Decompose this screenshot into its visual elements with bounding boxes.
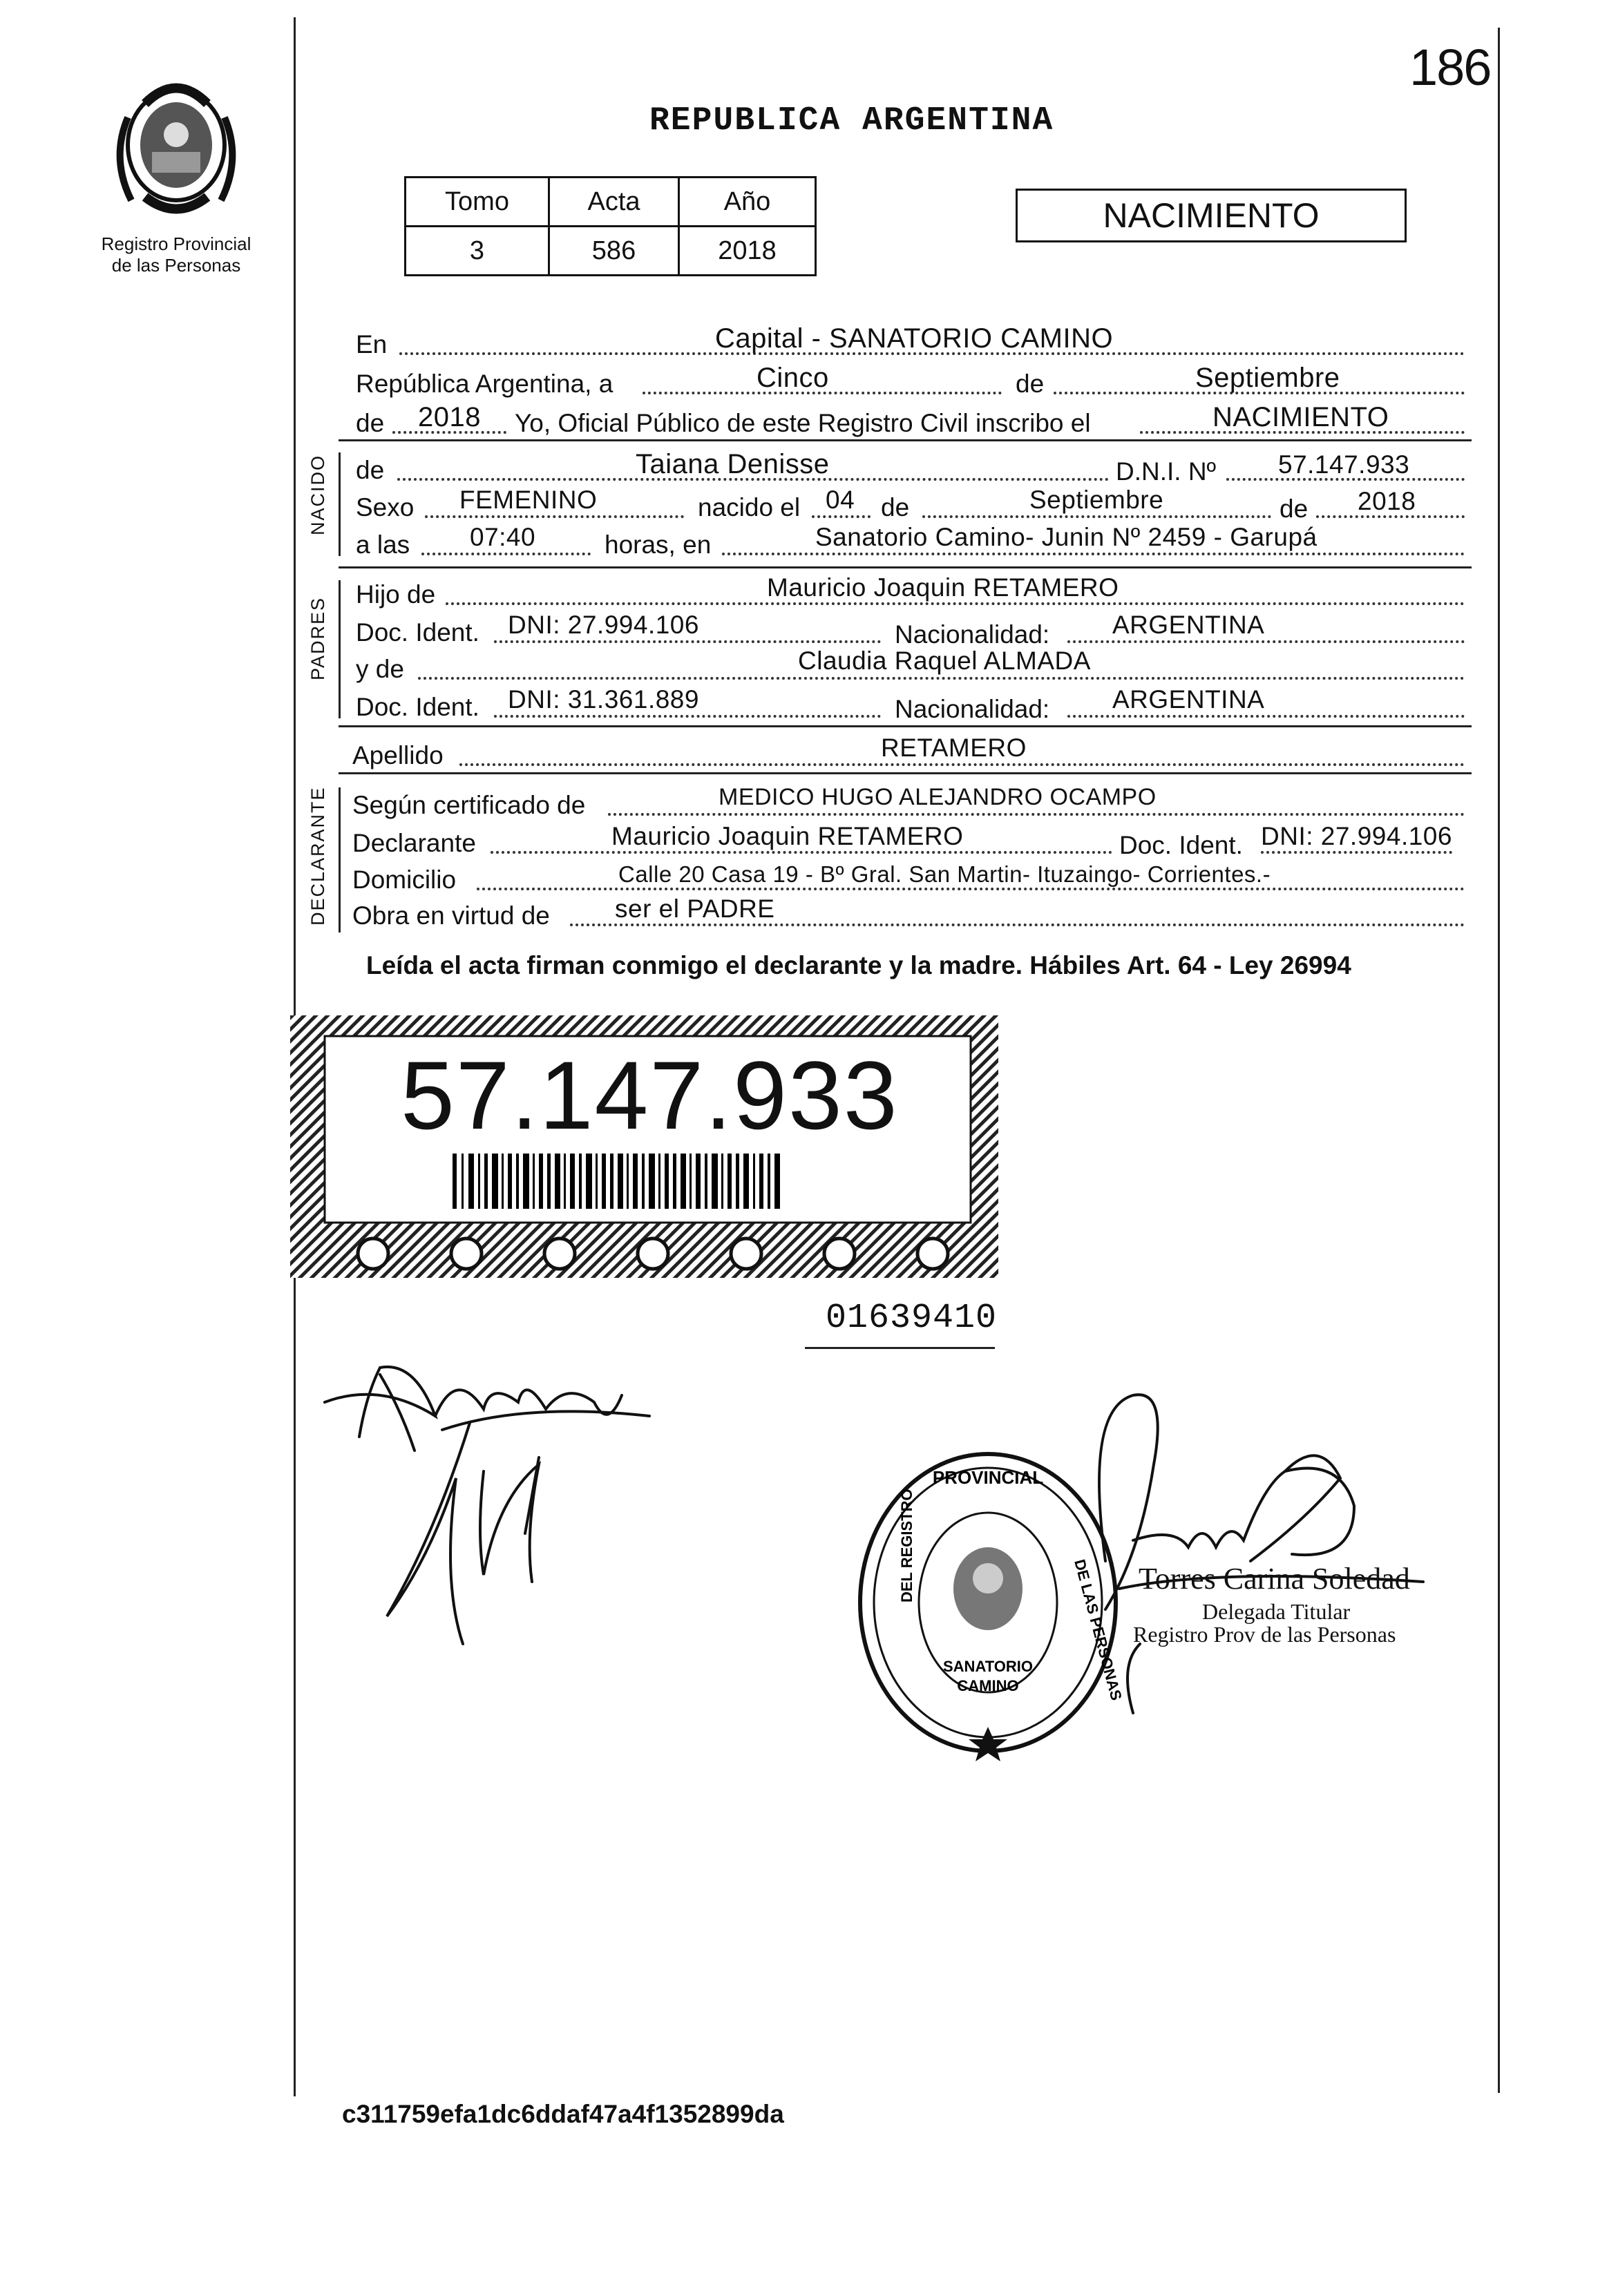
ra-label: República Argentina, a xyxy=(356,370,613,398)
dotted-line xyxy=(494,640,881,643)
register-table xyxy=(404,176,817,276)
domicilio-label: Domicilio xyxy=(352,865,457,894)
place-value: Capital - SANATORIO CAMINO xyxy=(715,323,1114,354)
mother-nat-value: ARGENTINA xyxy=(1112,685,1265,714)
official-title: Delegada Titular xyxy=(1202,1599,1351,1624)
sexo-value: FEMENINO xyxy=(459,486,598,514)
section-bracket xyxy=(339,580,341,718)
dotted-line xyxy=(477,888,1465,890)
sexo-label: Sexo xyxy=(356,493,415,522)
de3-label: de xyxy=(1280,495,1309,523)
register-value-row xyxy=(406,227,816,276)
declarant-signature xyxy=(318,1354,705,1727)
birth-place-value: Sanatorio Camino- Junin Nº 2459 - Garupá xyxy=(815,523,1318,551)
nacido-el-label: nacido el xyxy=(698,493,801,522)
de2-label: de xyxy=(881,493,910,522)
father-value: Mauricio Joaquin RETAMERO xyxy=(767,573,1119,602)
dotted-line xyxy=(494,715,881,718)
time-value: 07:40 xyxy=(470,523,536,551)
intro-text: Yo, Oficial Público de este Registro Civil inscribo el xyxy=(515,409,1091,437)
header-ano: Año xyxy=(679,178,816,227)
nacionalidad-label: Nacionalidad: xyxy=(895,620,1050,649)
section-rule xyxy=(339,439,1472,441)
section-rule xyxy=(339,772,1472,774)
year-value: 2018 xyxy=(418,402,481,432)
country-title: REPUBLICA ARGENTINA xyxy=(649,102,1054,140)
dotted-line xyxy=(922,515,1271,518)
dotted-line xyxy=(812,515,871,518)
value-tomo: 3 xyxy=(406,227,549,276)
svg-text:PROVINCIAL: PROVINCIAL xyxy=(932,1467,1044,1488)
official-registry: Registro Prov de las Personas xyxy=(1133,1622,1396,1647)
svg-text:DEL REGISTRO: DEL REGISTRO xyxy=(898,1489,915,1603)
horas-label: horas, en xyxy=(605,530,712,559)
domicilio-value: Calle 20 Casa 19 - Bº Gral. San Martin- Ituzaingo- Corrientes.- xyxy=(618,861,1271,887)
side-label-padres: PADRES xyxy=(307,596,328,680)
doc-ident-label: Doc. Ident. xyxy=(356,618,479,647)
en-label: En xyxy=(356,330,388,358)
nacionalidad-label: Nacionalidad: xyxy=(895,695,1050,723)
apellido-value: RETAMERO xyxy=(881,734,1027,762)
dotted-line xyxy=(459,763,1465,766)
de-label: de xyxy=(356,409,385,437)
dotted-line xyxy=(722,553,1465,555)
registry-caption xyxy=(76,233,276,276)
serial-underline xyxy=(805,1347,995,1349)
value-acta: 586 xyxy=(549,227,679,276)
segun-cert-label: Según certificado de xyxy=(352,791,586,819)
section-bracket xyxy=(339,787,341,932)
declarante-name-value: Mauricio Joaquin RETAMERO xyxy=(611,822,964,850)
month-value: Septiembre xyxy=(1195,363,1340,393)
act-value: NACIMIENTO xyxy=(1212,402,1389,432)
father-doc-value: DNI: 27.994.106 xyxy=(508,611,699,639)
apellido-label: Apellido xyxy=(352,741,444,769)
right-margin-line xyxy=(1498,28,1500,2093)
dni-label: D.N.I. Nº xyxy=(1116,457,1217,486)
declarante-label: Declarante xyxy=(352,829,476,857)
page-number: 186 xyxy=(1409,39,1491,96)
child-dni-value: 57.147.933 xyxy=(1278,450,1410,479)
section-rule xyxy=(339,566,1472,568)
dotted-line xyxy=(1067,715,1465,718)
svg-text:CAMINO: CAMINO xyxy=(957,1677,1019,1694)
day-value: 04 xyxy=(826,486,855,514)
dotted-line xyxy=(446,602,1465,605)
svg-text:SANATORIO: SANATORIO xyxy=(943,1658,1033,1675)
dotted-line xyxy=(421,553,591,555)
obra-value: ser el PADRE xyxy=(615,895,775,923)
register-header-row xyxy=(406,178,816,227)
side-label-nacido: NACIDO xyxy=(307,454,328,535)
official-name: Torres Carina Soledad xyxy=(1139,1562,1410,1596)
side-label-declarante: DECLARANTE xyxy=(307,786,328,926)
dni-large-number: 57.147.933 xyxy=(401,1041,899,1149)
decl-doc-label: Doc. Ident. xyxy=(1119,831,1243,859)
dotted-line xyxy=(1067,640,1465,643)
dotted-line xyxy=(425,515,684,518)
document-hash: c311759efa1dc6ddaf47a4f1352899da xyxy=(342,2100,784,2128)
obra-label: Obra en virtud de xyxy=(352,901,550,930)
svg-text:DE LAS PERSONAS: DE LAS PERSONAS xyxy=(1071,1557,1125,1703)
father-nat-value: ARGENTINA xyxy=(1112,611,1265,639)
dotted-line xyxy=(608,813,1465,816)
dotted-line xyxy=(418,677,1465,680)
de-label: de xyxy=(1016,370,1045,398)
header-acta: Acta xyxy=(549,178,679,227)
dotted-line xyxy=(570,924,1465,926)
alas-label: a las xyxy=(356,530,410,559)
act-type-box: NACIMIENTO xyxy=(1016,189,1407,242)
dotted-line xyxy=(491,851,1112,854)
value-ano: 2018 xyxy=(679,227,816,276)
serial-number: 01639410 xyxy=(826,1299,998,1338)
birth-month-value: Septiembre xyxy=(1029,486,1164,514)
province-crest-logo xyxy=(104,76,249,221)
y-de-label: y de xyxy=(356,655,404,683)
section-rule xyxy=(339,725,1472,727)
doc-ident-label: Doc. Ident. xyxy=(356,693,479,721)
mother-value: Claudia Raquel ALMADA xyxy=(798,647,1091,675)
mother-doc-value: DNI: 31.361.889 xyxy=(508,685,699,714)
hijo-de-label: Hijo de xyxy=(356,580,436,609)
birth-year-value: 2018 xyxy=(1358,487,1416,515)
closing-legend: Leída el acta firman conmigo el declarante y la madre. Hábiles Art. 64 - Ley 26994 xyxy=(366,951,1351,979)
decl-doc-value: DNI: 27.994.106 xyxy=(1261,822,1452,854)
section-bracket xyxy=(339,452,341,556)
child-name-value: Taiana Denisse xyxy=(636,449,830,479)
nacido-de-label: de xyxy=(356,456,385,484)
day-words-value: Cinco xyxy=(757,363,829,393)
header-tomo: Tomo xyxy=(406,178,549,227)
registry-line-2: de las Personas xyxy=(111,255,241,276)
cert-value: MEDICO HUGO ALEJANDRO OCAMPO xyxy=(719,784,1157,810)
registry-line-1: Registro Provincial xyxy=(101,233,251,254)
